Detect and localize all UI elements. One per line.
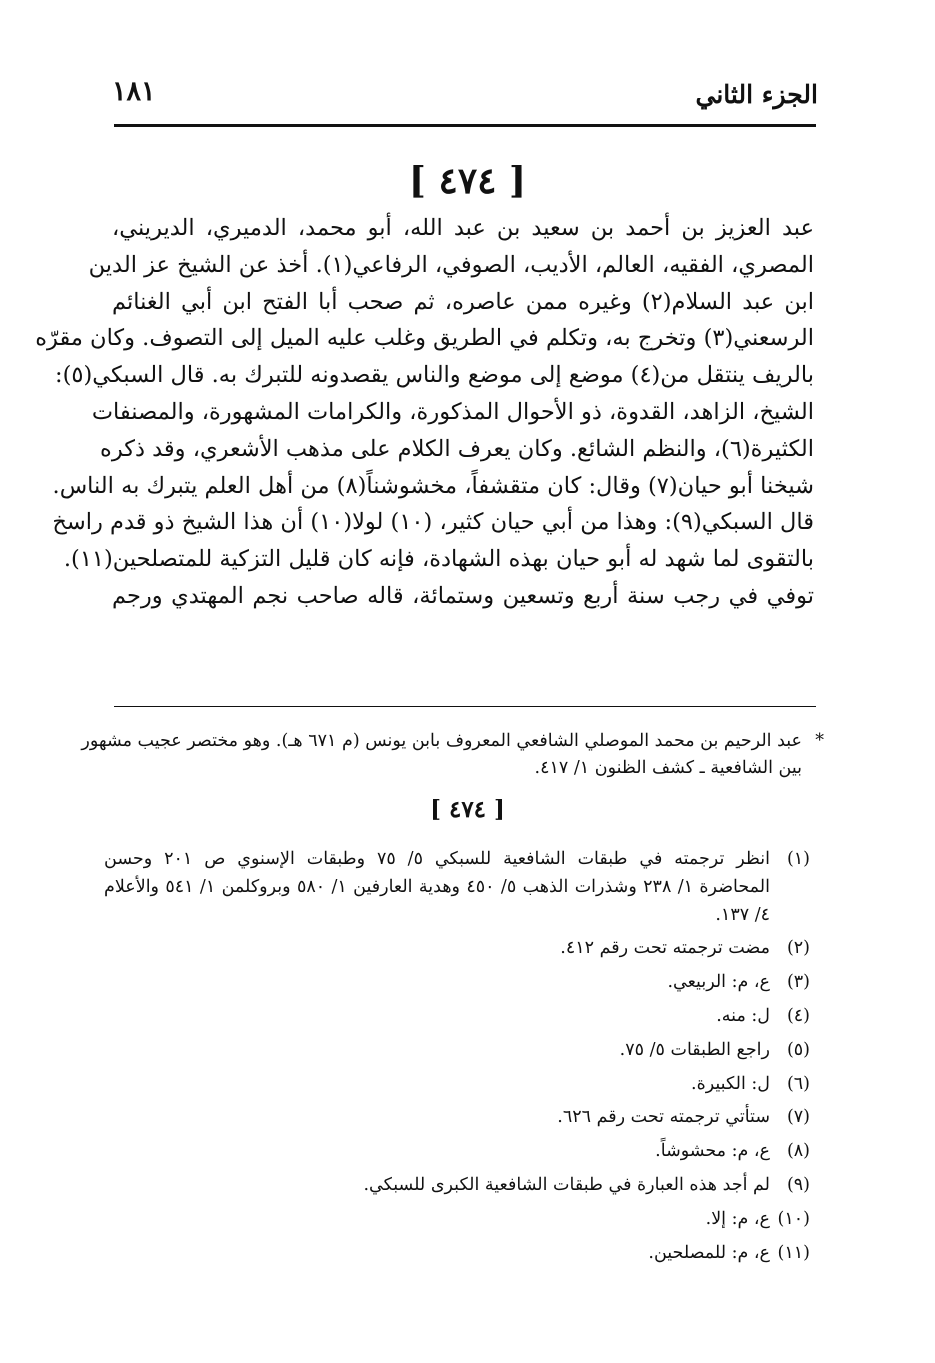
running-header (112, 72, 818, 120)
body-line: بالريف ينتقل من(٤) موضع إلى موضع والناس يقصدونه للتبرك به. قال السبكي(٥): (55, 362, 814, 389)
footnote-text: مضت ترجمته تحت رقم ٤١٢. (560, 938, 770, 959)
footnote-number: (٩) (786, 1174, 810, 1195)
body-line: الرسعني(٣) وتخرج به، وتكلم في الطريق وغلب عليه الميل إلى التصوف. وكان مقرّه (35, 325, 814, 352)
asterisk-footnote (81, 728, 824, 782)
footnote-line: انظر ترجمته في طبقات الشافعية للسبكي ٥/ ٧٥ وطبقات الإسنوي ص ٢٠١ وحسن (104, 849, 770, 869)
footnotes-list (104, 846, 810, 1267)
footnote-text: راجع الطبقات ٥/ ٧٥. (619, 1039, 770, 1060)
page-number: ١٨١ (112, 76, 156, 107)
footnote-item (104, 935, 810, 963)
footnote-rule (114, 706, 816, 707)
body-line: ابن عبد السلام(٢) وغيره ممن عاصره، ثم صحب أبا الفتح ابن أبي الغنائم (112, 288, 814, 315)
footnote-text: ع، م: الربيعي. (667, 972, 770, 993)
footnote-text: ع، م: محشوشاً. (655, 1141, 770, 1162)
footnote-item (104, 1138, 810, 1166)
running-title: الجزء الثاني (695, 80, 818, 109)
footnote-item (104, 1172, 810, 1200)
asterisk-mark: * (815, 731, 824, 751)
footnote-item (104, 1240, 810, 1268)
footnote-number: (١٠) (777, 1208, 810, 1229)
header-rule (114, 124, 816, 127)
entry-number: [ ٤٧٤ ] (408, 160, 527, 202)
footnote-number: (٨) (786, 1141, 810, 1162)
footnote-text: ع، م: للمصلحين. (648, 1242, 770, 1263)
body-line: المصري، الفقيه، العالم، الأديب، الصوفي، الرفاعي(١). أخذ عن الشيخ عز الدين (88, 251, 814, 278)
footnote-item (104, 1037, 810, 1065)
footnote-number: (٥) (786, 1039, 810, 1060)
body-line: الكثيرة(٦)، والنظم الشائع. وكان يعرف الكلام على مذهب الأشعري، وقد ذكره (100, 435, 814, 462)
body-line: عبد العزيز بن أحمد بن سعيد بن عبد الله، أبو محمد، الدميري، الديريني، (112, 215, 814, 241)
footnote-text: ع، م: إلا. (705, 1208, 770, 1229)
body-line: قال السبكي(٩): وهذا من أبي حيان كثير، (١٠) لولا(١٠) أن هذا الشيخ ذو قدم راسخ (52, 509, 814, 536)
footnote-text: ل: الكبيرة. (691, 1073, 770, 1094)
footnote-text: ل: منه. (716, 1005, 770, 1026)
notes-entry-number: [ ٤٧٤ ] (430, 796, 505, 823)
footnote-number: (٧) (786, 1107, 810, 1128)
footnote-number: (٦) (786, 1073, 810, 1094)
footnote-number: (١١) (777, 1242, 810, 1263)
body-line: شيخنا أبو حيان(٧) وقال: كان متقشفاً، مخشوشناً(٨) من أهل العلم يتبرك به الناس. (52, 472, 814, 499)
body-line: توفي في رجب سنة أربع وتسعين وستمائة، قاله صاحب نجم المهتدي ورجم (112, 582, 814, 609)
footnote-line: عبد الرحيم بن محمد الموصلي الشافعي المعروف بابن يونس (م ٦٧١ هـ). وهو مختصر عجيب مشهور (81, 731, 802, 751)
footnote-item (104, 1206, 810, 1234)
footnote-item (104, 1104, 810, 1132)
footnote-line: المحاضرة ١/ ٢٣٨ وشذرات الذهب ٥/ ٤٥٠ وهدية العارفين ١/ ٥٨٠ وبروكلمن ١/ ٥٤١ والأعلام (104, 876, 770, 897)
footnote-item (104, 846, 810, 929)
biography-text (35, 210, 814, 615)
footnote-line: بين الشافعية ـ كشف الظنون ١/ ٤١٧. (534, 758, 802, 778)
footnote-number: (٣) (786, 972, 810, 993)
footnote-number: (٢) (786, 938, 810, 959)
body-line: الشيخ، الزاهد، القدوة، ذو الأحوال المذكورة، والكرامات المشهورة، والمصنفات (91, 398, 814, 425)
footnote-line: ٤/ ١٣٧. (715, 904, 770, 925)
footnote-number: (١) (786, 849, 810, 869)
footnote-item (104, 1003, 810, 1031)
body-line: بالتقوى لما شهد له أبو حيان بهذه الشهادة، فإنه كان قليل التزكية للمتصلحين(١١). (63, 546, 814, 573)
footnote-item (104, 1071, 810, 1099)
footnote-text: لم أجد هذه العبارة في طبقات الشافعية الكبرى للسبكي. (363, 1174, 770, 1195)
footnote-item (104, 969, 810, 997)
footnote-number: (٤) (786, 1005, 810, 1026)
footnote-text: ستأتي ترجمته تحت رقم ٦٢٦. (557, 1107, 770, 1128)
